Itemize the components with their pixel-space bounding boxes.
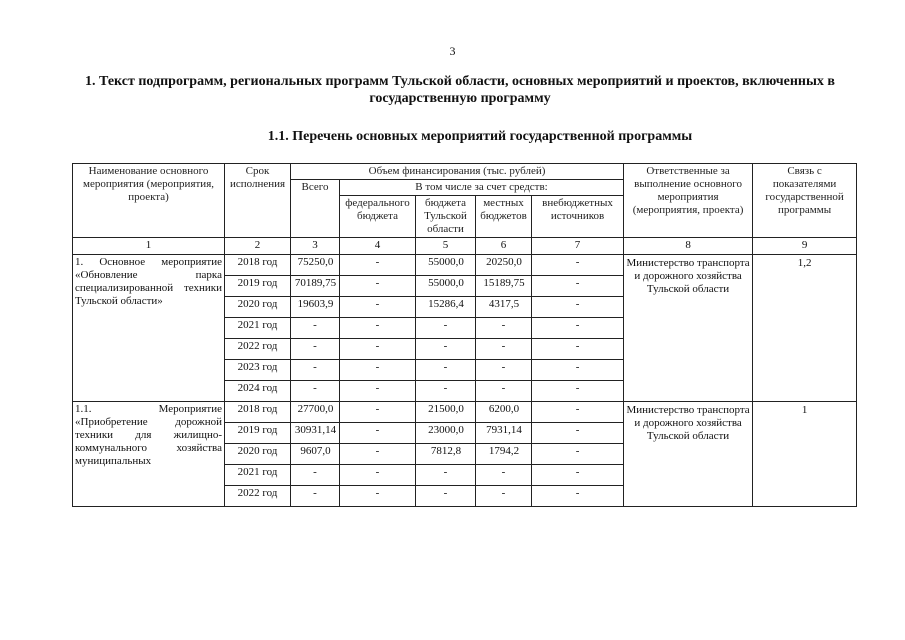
year-cell: 2018 год [225, 255, 291, 276]
extra-cell: - [532, 360, 624, 381]
column-number: 1 [73, 238, 225, 255]
year-cell: 2024 год [225, 381, 291, 402]
total-cell: 27700,0 [291, 402, 340, 423]
header-name: Наименование основного мероприятия (мероприятия, проекта) [73, 164, 225, 238]
column-number: 9 [753, 238, 857, 255]
federal-cell: - [340, 276, 416, 297]
column-number: 6 [476, 238, 532, 255]
regional-cell: 21500,0 [416, 402, 476, 423]
header-term: Срок исполнения [225, 164, 291, 238]
regional-cell: - [416, 465, 476, 486]
regional-cell: 55000,0 [416, 255, 476, 276]
total-cell: 70189,75 [291, 276, 340, 297]
total-cell: - [291, 339, 340, 360]
regional-cell: 23000,0 [416, 423, 476, 444]
local-cell: 4317,5 [476, 297, 532, 318]
extra-cell: - [532, 276, 624, 297]
year-cell: 2022 год [225, 486, 291, 507]
measure-name: 1.1. Мероприятие «Приобретение дорожной техники для жилищно-коммунального хозяйства муниципальных [73, 402, 225, 507]
local-cell: 1794,2 [476, 444, 532, 465]
federal-cell: - [340, 486, 416, 507]
extra-cell: - [532, 402, 624, 423]
federal-cell: - [340, 339, 416, 360]
indicators-cell: 1 [753, 402, 857, 507]
federal-cell: - [340, 465, 416, 486]
extra-cell: - [532, 255, 624, 276]
year-cell: 2018 год [225, 402, 291, 423]
responsible-cell: Министерство транспорта и дорожного хозяйства Тульской области [624, 255, 753, 402]
header-local: местных бюджетов [476, 196, 532, 238]
extra-cell: - [532, 486, 624, 507]
column-number: 5 [416, 238, 476, 255]
header-responsible: Ответственные за выполнение основного мероприятия (мероприятия, проекта) [624, 164, 753, 238]
local-cell: - [476, 360, 532, 381]
total-cell: 19603,9 [291, 297, 340, 318]
total-cell: - [291, 486, 340, 507]
column-number-row [73, 238, 857, 255]
column-number: 3 [291, 238, 340, 255]
local-cell: - [476, 339, 532, 360]
local-cell: - [476, 486, 532, 507]
indicators-cell: 1,2 [753, 255, 857, 402]
federal-cell: - [340, 423, 416, 444]
regional-cell: - [416, 486, 476, 507]
extra-cell: - [532, 444, 624, 465]
header-regional: бюджета Тульской области [416, 196, 476, 238]
extra-cell: - [532, 465, 624, 486]
year-cell: 2020 год [225, 297, 291, 318]
federal-cell: - [340, 444, 416, 465]
federal-cell: - [340, 381, 416, 402]
measure-name: 1. Основное мероприятие «Обновление парка специализированной техники Тульской области» [73, 255, 225, 402]
extra-cell: - [532, 297, 624, 318]
extra-cell: - [532, 423, 624, 444]
header-including: В том числе за счет средств: [340, 180, 624, 196]
regional-cell: - [416, 318, 476, 339]
measures-table [72, 163, 857, 507]
year-cell: 2019 год [225, 276, 291, 297]
table-row [73, 402, 857, 423]
header-extra: внебюджетных источников [532, 196, 624, 238]
total-cell: - [291, 318, 340, 339]
regional-cell: 55000,0 [416, 276, 476, 297]
federal-cell: - [340, 402, 416, 423]
year-cell: 2021 год [225, 318, 291, 339]
local-cell: 15189,75 [476, 276, 532, 297]
header-federal: федерального бюджета [340, 196, 416, 238]
total-cell: - [291, 465, 340, 486]
federal-cell: - [340, 297, 416, 318]
total-cell: 9607,0 [291, 444, 340, 465]
local-cell: - [476, 381, 532, 402]
federal-cell: - [340, 318, 416, 339]
responsible-cell: Министерство транспорта и дорожного хозяйства Тульской области [624, 402, 753, 507]
header-total: Всего [291, 180, 340, 238]
header-funding: Объем финансирования (тыс. рублей) [291, 164, 624, 180]
total-cell: - [291, 381, 340, 402]
local-cell: - [476, 465, 532, 486]
column-number: 2 [225, 238, 291, 255]
sub-heading: 1.1. Перечень основных мероприятий государственной программы [267, 129, 693, 144]
year-cell: 2023 год [225, 360, 291, 381]
column-number: 4 [340, 238, 416, 255]
year-cell: 2020 год [225, 444, 291, 465]
page-number: 3 [449, 44, 456, 58]
local-cell: 20250,0 [476, 255, 532, 276]
local-cell: - [476, 318, 532, 339]
year-cell: 2021 год [225, 465, 291, 486]
regional-cell: - [416, 339, 476, 360]
extra-cell: - [532, 339, 624, 360]
total-cell: 30931,14 [291, 423, 340, 444]
federal-cell: - [340, 255, 416, 276]
total-cell: - [291, 360, 340, 381]
header-indicators: Связь с показателями государственной программы [753, 164, 857, 238]
regional-cell: 15286,4 [416, 297, 476, 318]
local-cell: 6200,0 [476, 402, 532, 423]
column-number: 7 [532, 238, 624, 255]
regional-cell: - [416, 381, 476, 402]
extra-cell: - [532, 381, 624, 402]
regional-cell: 7812,8 [416, 444, 476, 465]
federal-cell: - [340, 360, 416, 381]
column-number: 8 [624, 238, 753, 255]
main-heading: 1. Текст подпрограмм, региональных программ Тульской области, основных мероприятий и проектов, включенных в государственную программу [85, 74, 835, 106]
total-cell: 75250,0 [291, 255, 340, 276]
extra-cell: - [532, 318, 624, 339]
year-cell: 2019 год [225, 423, 291, 444]
table-row [73, 255, 857, 276]
year-cell: 2022 год [225, 339, 291, 360]
local-cell: 7931,14 [476, 423, 532, 444]
regional-cell: - [416, 360, 476, 381]
